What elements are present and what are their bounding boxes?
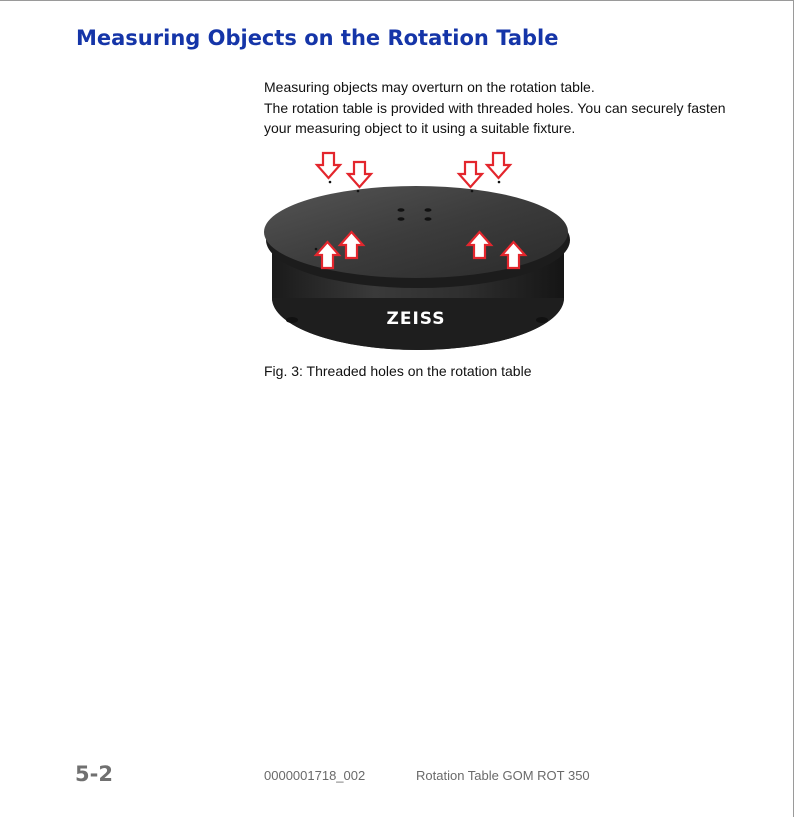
document-id: 0000001718_002: [264, 768, 366, 783]
table-foot-right: [536, 317, 548, 323]
table-foot-left: [286, 317, 298, 323]
threaded-hole: [329, 181, 332, 184]
page-number: 5-2: [75, 762, 113, 786]
rotation-table-illustration: [258, 148, 578, 358]
page-title: Measuring Objects on the Rotation Table: [76, 26, 559, 50]
threaded-hole: [315, 248, 318, 251]
arrow-down-icon: [317, 153, 340, 178]
paragraph-threaded-holes: The rotation table is provided with threaded holes. You can securely fasten your measuring object to it using a suitable fixture.: [264, 100, 726, 136]
center-hole: [425, 217, 432, 221]
figure-caption: Fig. 3: Threaded holes on the rotation table: [264, 363, 532, 379]
table-top-plate: [264, 186, 568, 278]
arrow-down-icon: [348, 162, 371, 187]
arrow-down-icon: [487, 153, 510, 178]
threaded-hole: [357, 190, 360, 193]
zeiss-logo-text: ZEISS: [386, 309, 446, 329]
product-name: Rotation Table GOM ROT 350: [416, 768, 590, 783]
center-hole: [398, 208, 405, 212]
threaded-hole: [471, 190, 474, 193]
paragraph-overturn-warning: Measuring objects may overturn on the rotation table.: [264, 79, 595, 95]
center-hole: [398, 217, 405, 221]
center-hole: [425, 208, 432, 212]
arrow-down-icon: [459, 162, 482, 187]
threaded-hole: [498, 181, 501, 184]
rotation-table-figure: [258, 148, 578, 358]
